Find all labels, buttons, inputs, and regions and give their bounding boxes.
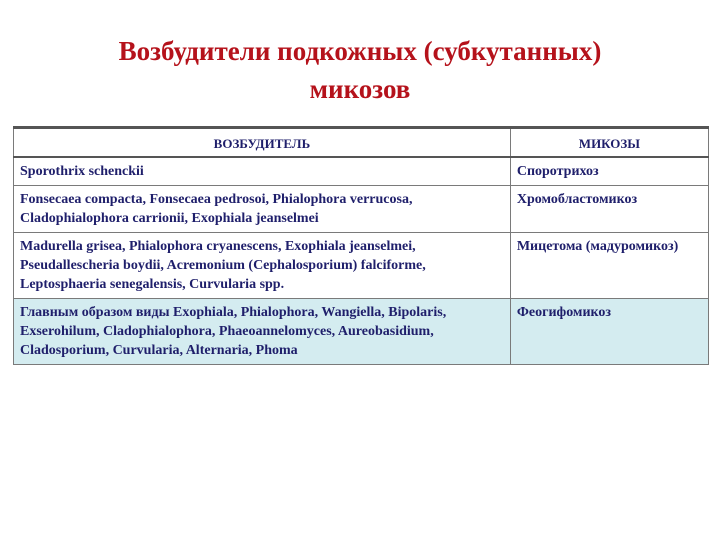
table-row bbox=[14, 186, 709, 233]
mycosis-cell: Споротрихоз bbox=[510, 157, 708, 186]
slide-title bbox=[0, 32, 720, 108]
pathogen-cell: Sporothrix schenckii bbox=[14, 157, 511, 186]
mycosis-cell: Хромобластомикоз bbox=[510, 186, 708, 233]
mycosis-cell: Феогифомикоз bbox=[510, 299, 708, 365]
table-row-highlighted bbox=[14, 299, 709, 365]
pathogen-cell: Главным образом виды Exophiala, Phialophora, Wangiella, Bipolaris, Exserohilum, Cladophialophora, Phaeoannelomyces, Aureobasidium, Cladosporium, Curvularia, Alternaria, Phoma bbox=[14, 299, 511, 365]
mycosis-cell: Мицетома (мадуромикоз) bbox=[510, 233, 708, 299]
table-row bbox=[14, 233, 709, 299]
header-pathogen: ВОЗБУДИТЕЛЬ bbox=[14, 128, 511, 158]
pathogen-cell: Madurella grisea, Phialophora cryanescens, Exophiala jeanselmei, Pseudallescheria boydii, Acremonium (Cephalosporium) falciforme, Leptosphaeria senegalensis, Curvularia spp. bbox=[14, 233, 511, 299]
pathogen-table bbox=[13, 126, 709, 365]
title-line-2: микозов bbox=[309, 74, 411, 104]
table-row bbox=[14, 157, 709, 186]
pathogen-cell: Fonsecaea compacta, Fonsecaea pedrosoi, Phialophora verrucosa, Cladophialophora carrionii, Exophiala jeanselmei bbox=[14, 186, 511, 233]
title-line-1: Возбудители подкожных (субкутанных) bbox=[118, 36, 602, 66]
table-header-row bbox=[14, 128, 709, 158]
header-mycosis: МИКОЗЫ bbox=[510, 128, 708, 158]
